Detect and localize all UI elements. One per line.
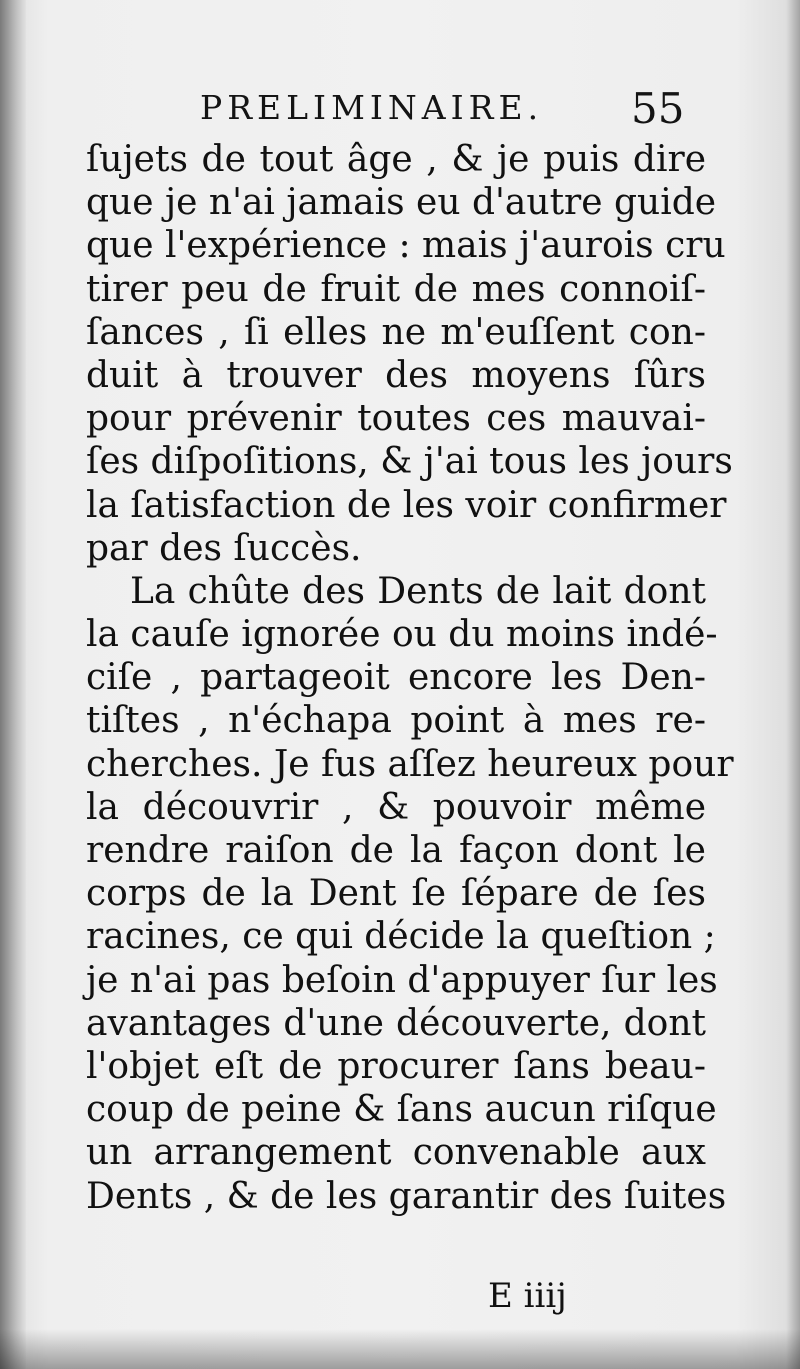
text-line: un arrangement convenable aux [86, 1132, 706, 1174]
text-line: Dents , & de les garantir des ſuites [86, 1175, 727, 1217]
text-line: cherches. Je fus aſſez heureux pour [86, 743, 734, 785]
page-gutter-shadow [0, 0, 26, 1369]
text-line: ſes diſpoſitions, & j'ai tous les jours [86, 441, 733, 483]
running-head [88, 84, 688, 144]
text-line: pour prévenir toutes ces mauvai- [86, 398, 706, 440]
text-line: duit à trouver des moyens ſûrs [86, 354, 706, 396]
page-edge-shadow [786, 0, 800, 1369]
page-bottom-shadow [0, 1329, 800, 1369]
signature-mark: E iiij [488, 1276, 567, 1316]
text-line: par des ſuccès. [86, 527, 362, 569]
text-line: l'objet eſt de procurer ſans beau- [86, 1045, 706, 1087]
text-line: corps de la Dent ſe ſépare de ſes [86, 873, 706, 915]
text-line: que je n'ai jamais eu d'autre guide [86, 182, 717, 224]
paragraph-start-line: La chûte des Dents de lait dont [130, 570, 706, 612]
text-line: ſances , ſi elles ne m'euſſent con- [86, 311, 706, 353]
page-number: 55 [631, 84, 685, 133]
text-line: rendre raiſon de la façon dont le [86, 830, 706, 871]
text-line: que l'expérience : mais j'aurois cru [86, 225, 726, 267]
body-text [86, 138, 734, 1218]
text-line: la découvrir , & pouvoir même [86, 786, 706, 828]
text-line: je n'ai pas beſoin d'appuyer ſur les [86, 959, 718, 1001]
text-line: avantages d'une découverte, dont [86, 1002, 706, 1044]
text-line: ſujets de tout âge , & je puis dire [86, 139, 706, 180]
running-title: PRELIMINAIRE. [200, 88, 544, 127]
text-line: tirer peu de fruit de mes connoiſ- [86, 268, 706, 310]
text-line: tiſtes , n'échapa point à mes re- [86, 700, 706, 742]
text-line: coup de peine & ſans aucun riſque [86, 1089, 717, 1131]
text-line: la cauſe ignorée ou du moins indé- [86, 614, 718, 656]
text-line: ciſe , partageoit encore les Den- [86, 657, 706, 699]
text-line: racines, ce qui décide la queſtion ; [86, 916, 716, 958]
text-line: la ſatisfaction de les voir confirmer [86, 484, 727, 526]
